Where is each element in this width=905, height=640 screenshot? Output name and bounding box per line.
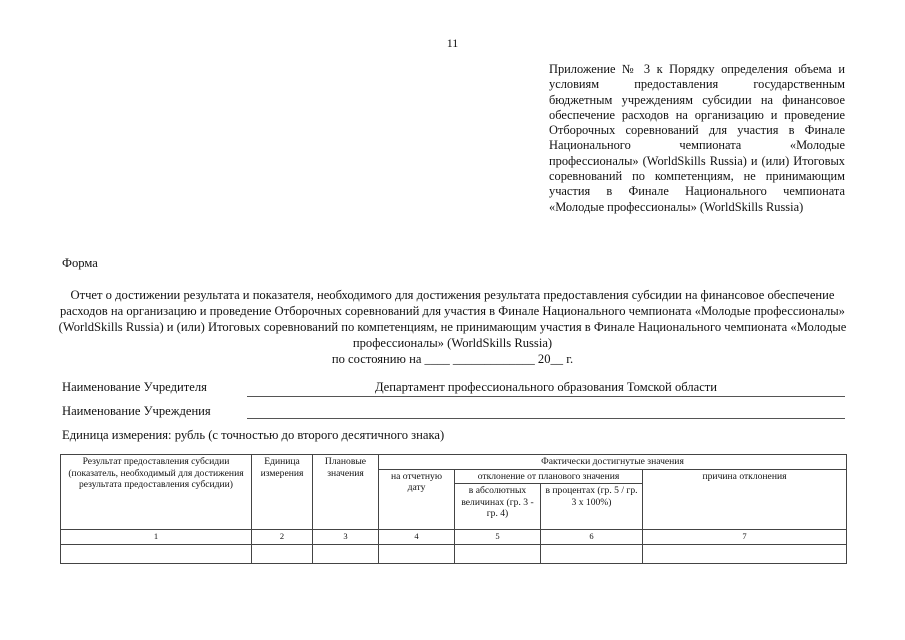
report-title: Отчет о достижении результата и показателя, необходимого для достижения результата предоставления субсидии на финансовое обеспечение расходов на организацию и проведение Отборочных соревнований для участия в Финале Национального чемпионата «Молодые профессионалы» (WorldSkills Russia) и (или) Итоговых соревнований по компетенциям, не принимающим участия в Финале Национального чемпионата «Молодые профессионалы» (WorldSkills Russia) [58, 288, 847, 350]
founder-label: Наименование Учредителя [62, 380, 207, 394]
header-unit: Единица измерения [252, 455, 313, 530]
form-label: Форма [62, 256, 98, 270]
report-table [60, 454, 847, 564]
col-number: 5 [455, 530, 541, 545]
table-cell[interactable] [252, 544, 313, 563]
header-reporting-date: на отчетную дату [379, 469, 455, 530]
header-deviation: отклонение от планового значения [455, 469, 643, 484]
col-number: 7 [643, 530, 847, 545]
header-actual: Фактически достигнутые значения [379, 455, 847, 470]
founder-value: Департамент профессионального образования Томской области [374, 380, 718, 394]
header-percent: в процентах (гр. 5 / гр. 3 х 100%) [541, 484, 643, 530]
col-number: 3 [313, 530, 379, 545]
table-row [61, 544, 847, 563]
header-planned: Плановые значения [313, 455, 379, 530]
table-cell[interactable] [61, 544, 252, 563]
unit-of-measure: Единица измерения: рубль (с точностью до второго десятичного знака) [62, 428, 445, 442]
page-number: 11 [446, 36, 459, 50]
institution-label: Наименование Учреждения [62, 404, 211, 418]
appendix-header: Приложение № 3 к Порядку определения объема и условиям предоставления государственным бюджетным учреждениям субсидии на финансовое обеспечение расходов на организацию и проведение Отборочных соревнований для участия в Финале Национального чемпионата «Молодые профессионалы» (WorldSkills Russia) и (или) Итоговых соревнований по компетенциям, не принимающим участия в Финале Национального чемпионата «Молодые профессионалы» (WorldSkills Russia) [549, 62, 845, 214]
founder-underline [247, 396, 845, 397]
column-number-row [61, 530, 847, 545]
institution-underline [247, 418, 845, 419]
table-cell[interactable] [379, 544, 455, 563]
col-number: 4 [379, 530, 455, 545]
header-absolute: в абсолютных величинах (гр. 3 - гр. 4) [455, 484, 541, 530]
col-number: 2 [252, 530, 313, 545]
header-reason: причина отклонения [643, 469, 847, 530]
col-number: 1 [61, 530, 252, 545]
as-of-date-line: по состоянию на ____ _____________ 20__ г. [331, 352, 574, 366]
table-cell[interactable] [541, 544, 643, 563]
header-result: Результат предоставления субсидии (показатель, необходимый для достижения результата предоставления субсидии) [61, 455, 252, 530]
table-cell[interactable] [313, 544, 379, 563]
col-number: 6 [541, 530, 643, 545]
table-cell[interactable] [643, 544, 847, 563]
table-cell[interactable] [455, 544, 541, 563]
